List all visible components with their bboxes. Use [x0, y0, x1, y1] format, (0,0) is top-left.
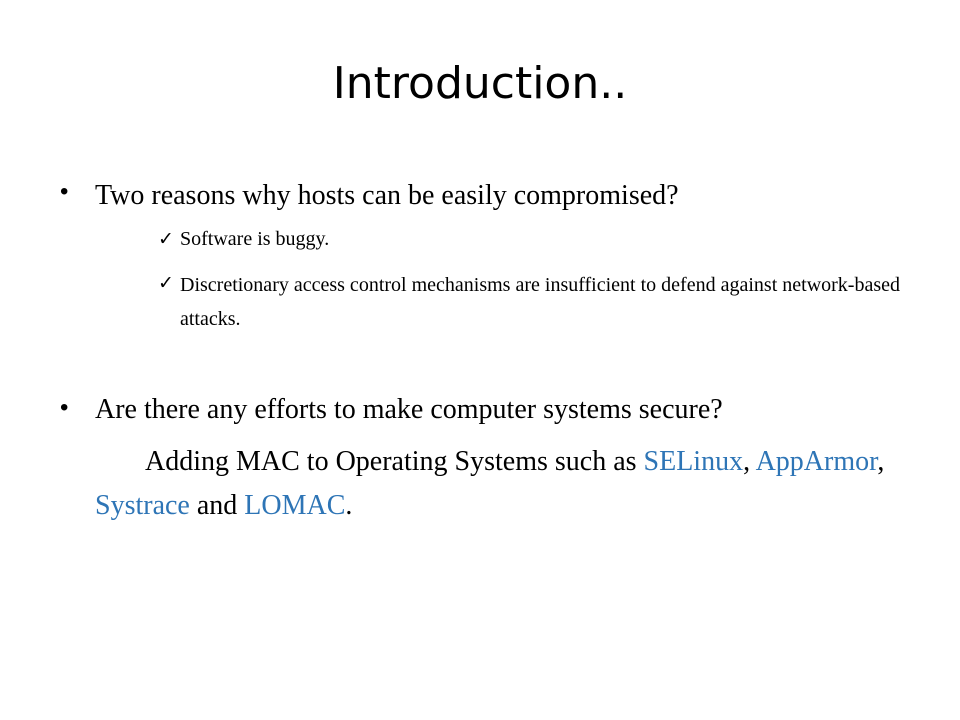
sub-item-2: Discretionary access control mechanisms are insufficient to defend against network-based attacks.	[180, 274, 900, 330]
bullet-dot-icon: •	[60, 178, 69, 205]
separator: ,	[877, 446, 885, 477]
slide-title: Introduction..	[332, 58, 628, 109]
sub-item-1: Software is buggy.	[180, 228, 330, 250]
separator: and	[189, 490, 245, 521]
bullet-item-1: Two reasons why hosts can be easily compromised?	[95, 180, 679, 211]
bullet-dot-icon: •	[60, 394, 69, 421]
link-systrace[interactable]: Systrace	[95, 490, 190, 521]
bullet-item-2: Are there any efforts to make computer systems secure?	[95, 394, 723, 425]
separator: ,	[743, 446, 756, 477]
link-apparmor[interactable]: AppArmor	[755, 446, 878, 477]
mac-paragraph	[95, 440, 905, 528]
link-selinux[interactable]: SELinux	[643, 446, 744, 477]
paragraph-suffix: .	[345, 490, 353, 521]
checkmark-icon: ✓	[158, 228, 174, 250]
checkmark-icon: ✓	[158, 272, 174, 294]
paragraph-prefix: Adding MAC to Operating Systems such as	[145, 446, 644, 477]
link-lomac[interactable]: LOMAC	[244, 490, 346, 521]
